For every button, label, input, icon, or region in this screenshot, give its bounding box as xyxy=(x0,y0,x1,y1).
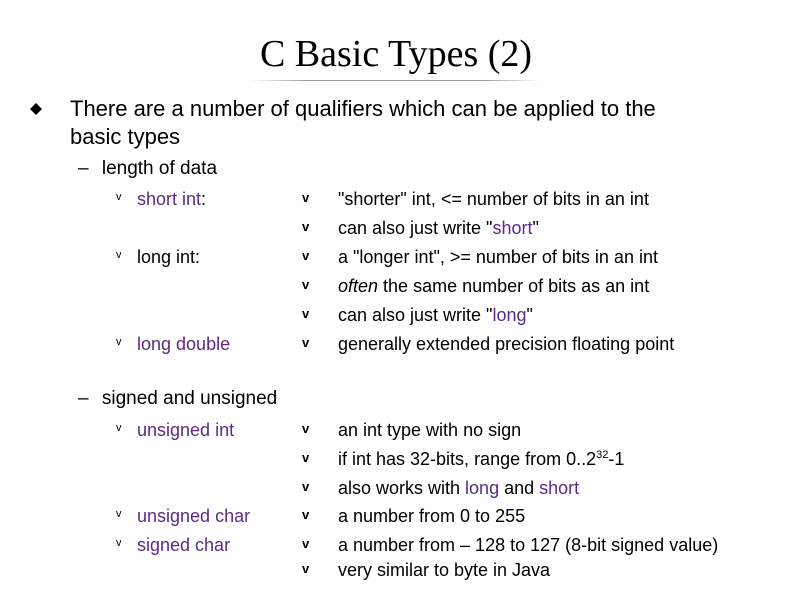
check-bullet-icon: v xyxy=(302,190,310,205)
type-short-int: short int: xyxy=(137,189,207,209)
note-unsigned-range: if int has 32-bits, range from 0..2$^{32}$-1 xyxy=(338,449,625,469)
check-bullet-icon: v xyxy=(302,277,310,292)
check-bullet-icon: v xyxy=(116,537,122,549)
note-short-int: "shorter" int, <= number of bits in an int xyxy=(338,189,649,209)
intro-text xyxy=(70,95,656,151)
intro-line-2: basic types xyxy=(70,124,181,149)
length-heading-label: length of data xyxy=(101,158,218,179)
check-bullet-icon: v xyxy=(302,561,310,576)
note-unsigned-char: a number from 0 to 255 xyxy=(338,506,526,526)
sign-heading-label: signed and unsigned xyxy=(101,388,278,409)
diamond-bullet-icon xyxy=(30,102,42,118)
check-bullet-icon: v xyxy=(116,336,122,348)
check-bullet-icon: v xyxy=(302,219,310,234)
check-bullet-icon: v xyxy=(302,450,310,465)
note-unsigned-works-with: also works with long and short xyxy=(338,478,580,498)
type-unsigned-int: unsigned int xyxy=(137,420,235,440)
intro-line-1: There are a number of qualifiers which can be applied to the xyxy=(70,96,656,121)
check-bullet-icon: v xyxy=(302,421,310,436)
check-bullet-icon: v xyxy=(302,536,310,551)
type-long-double: long double xyxy=(137,334,231,354)
check-bullet-icon: v xyxy=(302,335,310,350)
dash-bullet: – xyxy=(78,158,89,179)
title-underline xyxy=(250,80,540,81)
note-signed-char: a number from – 128 to 127 (8-bit signed value) xyxy=(338,535,719,555)
length-heading xyxy=(78,158,217,180)
check-bullet-icon: v xyxy=(116,191,122,203)
check-bullet-icon: v xyxy=(116,422,122,434)
note-short-alias: can also just write "short" xyxy=(338,218,539,238)
note-long-int: a "longer int", >= number of bits in an int xyxy=(338,247,658,267)
note-java-byte: very similar to byte in Java xyxy=(338,560,551,580)
note-long-double: generally extended precision floating point xyxy=(338,334,675,354)
sign-heading xyxy=(78,388,277,410)
check-bullet-icon: v xyxy=(116,249,122,261)
type-long-int: long int: xyxy=(137,247,201,267)
check-bullet-icon: v xyxy=(302,248,310,263)
check-bullet-icon: v xyxy=(302,479,310,494)
slide-title: C Basic Types (2) xyxy=(259,33,533,75)
note-long-alias: can also just write "long" xyxy=(338,305,533,325)
note-long-size: often the same number of bits as an int xyxy=(338,276,650,296)
check-bullet-icon: v xyxy=(116,508,122,520)
dash-bullet: – xyxy=(78,388,89,409)
check-bullet-icon: v xyxy=(302,507,310,522)
type-signed-char: signed char xyxy=(137,535,231,555)
type-unsigned-char: unsigned char xyxy=(137,506,251,526)
check-bullet-icon: v xyxy=(302,306,310,321)
note-unsigned-int: an int type with no sign xyxy=(338,420,522,440)
